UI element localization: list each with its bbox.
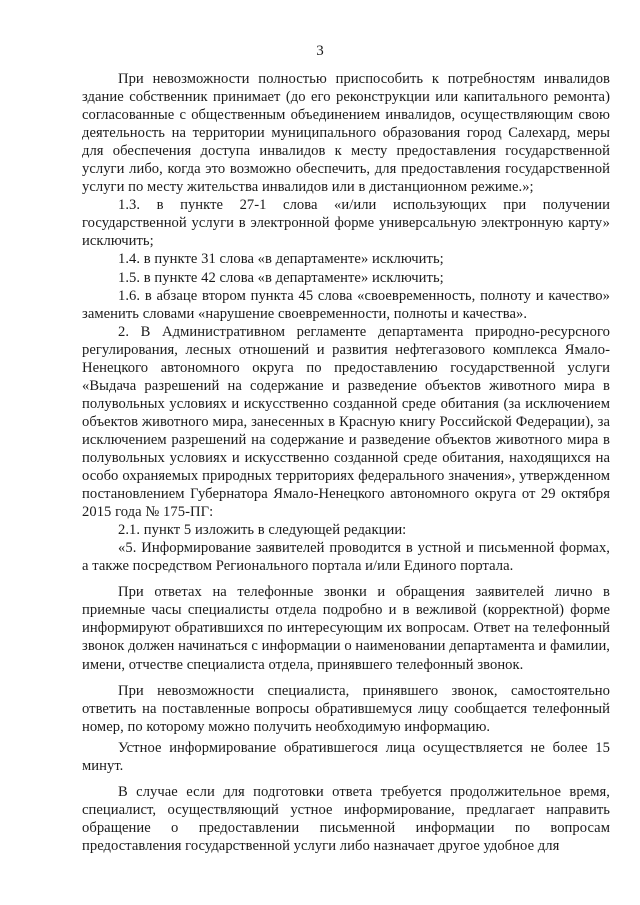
paragraph-1-3: 1.3. в пункте 27-1 слова «и/или использующих при получении государственной услуги в электронной форме универсальную электронную карту» исключить; <box>82 197 610 250</box>
paragraph-phone-calls: При ответах на телефонные звонки и обращения заявителей лично в приемные часы специалисты отдела подробно и в вежливой (корректной) форме информируют обратившихся по интересующим их вопросам. Ответ на телефонный звонок должен начинаться с информации о наименовании департамента и фамилии, имени, отчестве специалиста отдела, принявшего телефонный звонок. <box>82 584 610 673</box>
paragraph-1-4: 1.4. в пункте 31 слова «в департаменте» исключить; <box>118 251 444 268</box>
paragraph-1-5: 1.5. в пункте 42 слова «в департаменте» исключить; <box>118 269 444 286</box>
page-number: 3 <box>316 43 324 59</box>
paragraph-1-6: 1.6. в абзаце втором пункта 45 слова «своевременность, полноту и качество» заменить словами «нарушение своевременности, полноты и качества». <box>82 287 610 322</box>
paragraph-2-regulation: 2. В Административном регламенте департамента природно-ресурсного регулирования, лесных отношений и развития нефтегазового комплекса Ямало-Ненецкого автономного округа по предоставлению государственной услуги «Выдача разрешений на содержание и разведение объектов животного мира в полувольных условиях и искусственно созданной среде обитания (за исключением объектов животного мира, занесенных в Красную книгу Российской Федерации), за исключением разрешений на содержание и разведение объектов животного мира в полувольных условиях и искусственно созданной среде обитания, находящихся на особо охраняемых природных территориях федерального значения», утвержденном постановлением Губернатора Ямало-Ненецкого автономного округа от 29 октября 2015 года № 175-ПГ: <box>82 323 610 521</box>
paragraph-long-preparation: В случае если для подготовки ответа требуется продолжительное время, специалист, осуществляющий устное информирование, предлагает направить обращение о предоставлении письменной информации по вопросам предоставления государственной услуги либо назначает другое удобное для <box>82 783 610 854</box>
paragraph-oral-duration: Устное информирование обратившегося лица осуществляется не более 15 минут. <box>82 739 610 774</box>
paragraph-unable-to-answer: При невозможности специалиста, принявшего звонок, самостоятельно ответить на поставленные вопросы обратившемуся лицу сообщается телефонный номер, по которому можно получить необходимую информацию. <box>82 682 610 735</box>
paragraph-2-1: 2.1. пункт 5 изложить в следующей редакции: <box>118 522 407 539</box>
paragraph-5-informing: «5. Информирование заявителей проводится в устной и письменной формах, а также посредством Регионального портала и/или Единого портала. <box>82 540 610 575</box>
document-body <box>82 70 610 855</box>
paragraph-accessibility-measures: При невозможности полностью приспособить к потребностям инвалидов здание собственник принимает (до его реконструкции или капитального ремонта) согласованные с общественным объединением инвалидов, осуществляющим свою деятельность на территории муниципального образования город Салехард, меры для обеспечения доступа инвалидов к месту предоставления государственной услуги либо, когда это возможно обеспечить, для предоставления государственной услуги по месту жительства инвалидов или в дистанционном режиме.»; <box>82 71 610 196</box>
